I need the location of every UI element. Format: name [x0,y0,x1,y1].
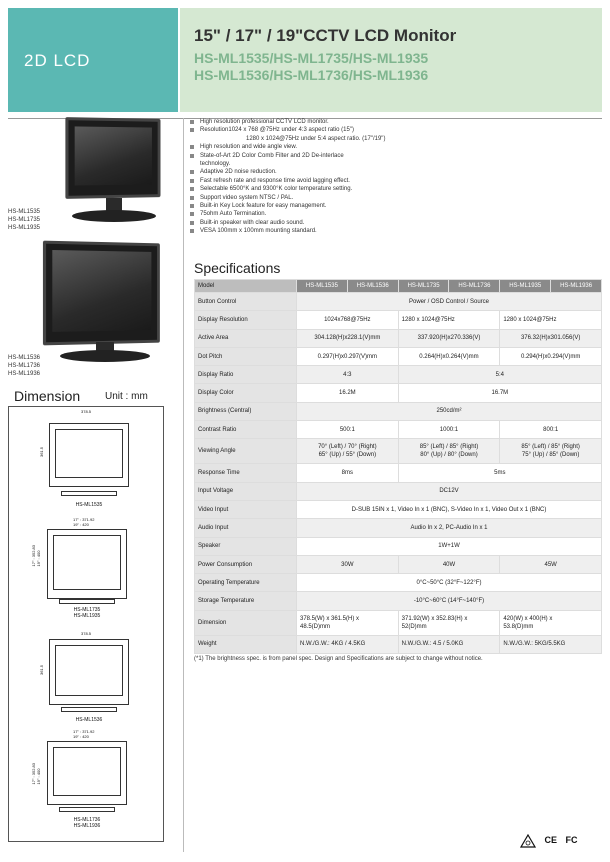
certification-logos [520,834,578,848]
table-row: Display Ratio 4:3 5:4 [195,366,602,384]
photo-2-models: HS-ML1536 HS-ML1736 HS-ML1936 [8,355,41,377]
table-row: Video Input D-SUB 15IN x 1, Video In x 1 (BNC), S-Video In x 1, Video Out x 1 (BNC) [195,500,602,518]
feature-item: Support video system NTSC / PAL. [190,194,600,202]
drawing-2-height: 17" : 352.83 19" : 400 [31,545,41,567]
table-row: Response Time 8ms 5ms [195,464,602,482]
model-header: Model [195,280,297,293]
feature-item: Built-in Key Lock feature for easy management. [190,202,600,210]
model-col: HS-ML1535 [297,280,348,293]
table-row: Viewing Angle 70° (Left) / 70° (Right) 65° (Up) / 55° (Down) 85° (Left) / 85° (Right) 80° (Up) / 80° (Down) 85° (Left) / 85° (Right) 75° (Up) / 85° (Down) [195,439,602,464]
drawing-1 [49,423,129,487]
feature-item: Selectable 6500°K and 9300°K color temperature setting. [190,185,600,193]
table-row: Contrast Ratio 500:1 1000:1 800:1 [195,421,602,439]
table-row: Power Consumption 30W 40W 45W [195,555,602,573]
table-row: Operating Temperature 0°C~50°C (32°F~122°F) [195,574,602,592]
drawing-2-stand [59,599,115,604]
table-row [195,280,602,293]
dimension-panel [8,406,164,842]
feature-item: Resolution1024 x 768 @75Hz under 4:3 aspect ratio (15") [190,126,600,134]
table-row: Storage Temperature -10°C~60°C (14°F~140°F) [195,592,602,610]
product-photo-1 [60,118,170,226]
table-row: Button Control Power / OSD Control / Source [195,293,602,311]
spec-table [194,279,602,654]
drawing-3-height: 361.5 [39,665,44,676]
feature-item-cont: 1280 x 1024@75Hz under 5:4 aspect ratio. (17"/19") [246,135,386,142]
feature-item: Adaptive 2D noise reduction. [190,168,600,176]
model-col: HS-ML1936 [551,280,602,293]
drawing-1-height: 361.5 [39,447,44,458]
model-col: HS-ML1736 [449,280,500,293]
drawing-3-width: 378.5 [81,631,92,636]
table-row: Brightness (Central) 250cd/m² [195,402,602,420]
table-row: Weight N.W./G.W.: 4KG / 4.5KG N.W./G.W.: 4.5 / 5.0KG N.W./G.W.: 5KG/5.5KG [195,635,602,653]
feature-item: State-of-Art 2D Color Comb Filter and 2D De-interlace [190,152,600,160]
drawing-1-label: HS-ML1535 [75,502,103,508]
model-col: HS-ML1935 [500,280,551,293]
table-row: Display Color 16.2M 16.7M [195,384,602,402]
category-label: 2D LCD [24,51,91,70]
footnote: (*1) The brightness spec. is from panel spec. Design and Specifications are subject to change without notice. [194,656,483,662]
model-list [194,50,602,84]
ce-mark: CE [544,835,558,846]
specifications-title: Specifications [194,260,281,276]
drawing-1-width: 378.5 [81,409,92,414]
model-line-2: HS-ML1536/HS-ML1736/HS-ML1936 [194,67,429,83]
table-row: Dot Pitch 0.297(H)x0.297(V)mm 0.264(H)x0.264(V)mm 0.294(H)x0.294(V)mm [195,347,602,365]
feature-list [190,118,600,236]
drawing-3 [49,639,129,705]
model-line-1: HS-ML1535/HS-ML1735/HS-ML1935 [194,50,429,66]
table-row: Speaker 1W+1W [195,537,602,555]
drawing-2 [47,529,127,599]
feature-item-cont: technology. [200,161,231,168]
feature-item: High resolution professional CCTV LCD monitor. [190,118,600,126]
title-banner [180,8,602,112]
drawing-2-label: HS-ML1735 HS-ML1935 [73,607,101,619]
feature-item: 75ohm Auto Termination. [190,210,600,218]
category-banner [8,8,178,112]
table-row: Audio Input Audio In x 2, PC-Audio In x 1 [195,519,602,537]
model-col: HS-ML1735 [398,280,449,293]
table-row: Active Area 304.128(H)x228.1(V)mm 337.920(H)x270.336(V) 376.32(H)x301.056(V) [195,329,602,347]
fcc-mark: FC [565,835,578,846]
dimension-title: Dimension [14,388,81,404]
drawing-4-width: 17" : 371.92 19" : 420 [73,729,95,739]
model-col: HS-ML1536 [347,280,398,293]
table-row: Display Resolution 1024x768@75Hz 1280 x 1024@75Hz 1280 x 1024@75Hz [195,311,602,329]
table-row: Input Voltage DC12V [195,482,602,500]
page-title: 15" / 17" / 19"CCTV LCD Monitor [194,26,457,45]
dimension-unit: Unit : mm [105,391,148,402]
drawing-4-label: HS-ML1736 HS-ML1936 [73,817,101,829]
drawing-1-stand [61,491,117,496]
warning-triangle-icon [520,834,536,848]
drawing-4-stand [59,807,115,812]
drawing-3-label: HS-ML1536 [75,717,103,723]
feature-item: VESA 100mm x 100mm mounting standard. [190,227,600,235]
table-row: Dimension 378.5(W) x 361.5(H) x 48.5(D)mm 371.92(W) x 352.83(H) x 52(D)mm 420(W) x 400(H) x 53.8(D)mm [195,610,602,635]
photo-1-models: HS-ML1535 HS-ML1735 HS-ML1935 [8,209,41,231]
drawing-4 [47,741,127,805]
feature-item: Built-in speaker with clear audio sound. [190,219,600,227]
column-divider [183,118,184,852]
product-photo-2 [40,238,170,366]
drawing-2-width: 17" : 371.92 19" : 420 [73,517,95,527]
drawing-4-height: 17" : 352.83 19" : 400 [31,763,41,785]
feature-item: Fast refresh rate and response time avoid lagging effect. [190,177,600,185]
feature-item: High resolution and wide angle view. [190,143,600,151]
drawing-3-stand [61,707,117,712]
